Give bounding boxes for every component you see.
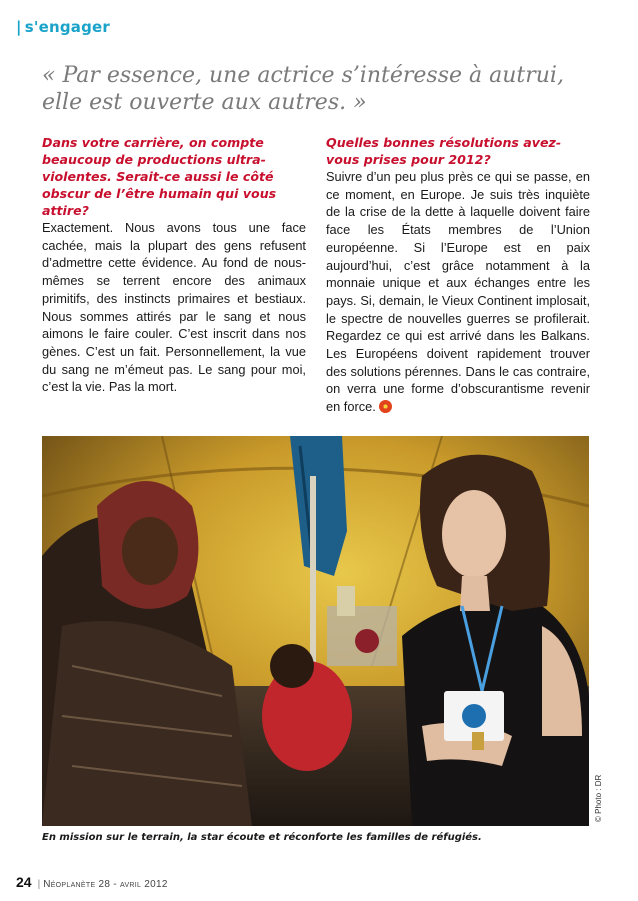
page-number: 24	[16, 874, 32, 890]
photo-caption: En mission sur le terrain, la star écoute et réconforte les familles de réfugiés.	[42, 832, 482, 843]
footer-separator: |	[37, 879, 41, 890]
interview-question: Quelles bonnes résolutions avez-vous prises pour 2012?	[326, 135, 562, 167]
section-title: s'engager	[24, 18, 111, 36]
interview-question: Dans votre carrière, on compte beaucoup de productions ultra-violentes. Serait-ce aussi le côté obscur de l’être humain qui vous attire?	[42, 135, 277, 218]
section-bar: |	[16, 18, 22, 36]
publication-info: Néoplanète 28 - avril 2012	[43, 879, 168, 890]
right-column	[326, 134, 590, 416]
answer-text: Suivre d’un peu plus près ce qui se passe, en ce moment, en Europe. Je suis très inquiète de la crise de la dette à laquelle doivent faire face les États membres de l’Union européenne. Si l’Europe est en paix aujourd’hui, c’est grâce notamment à la monnaie unique et aux échanges entre les pays. Si, demain, le Vieux Continent implosait, le spectre de nouvelles guerres se profilerait. Regardez ce qui est arrivé dans les Balkans. Les Européens doivent rapidement trouver des solutions pérennes. Dans le cas contraire, on verra une forme d’obscurantisme revenir en force.	[326, 169, 590, 415]
section-tag	[16, 18, 110, 36]
interview-answer	[326, 168, 590, 416]
flower-icon	[379, 400, 392, 413]
article-photo	[42, 436, 589, 826]
page-footer	[16, 874, 168, 890]
interview-answer: Exactement. Nous avons tous une face cachée, mais la plupart des gens refusent d’admettre cette évidence. Au fond de nous-mêmes se terrent encore des animaux primitifs, des instincts primaires et bestiaux. Nous sommes attirés par le sang et nous aimons le faire couler. C’est inscrit dans nos gènes. C’est un fait. Personnellement, la vue du sang ne m’émeut pas. Le sang pour moi, c’est la vie. Pas la mort.	[42, 220, 306, 395]
photo-credit: © Photo : DR	[594, 774, 603, 822]
left-column	[42, 134, 306, 396]
pull-quote: « Par essence, une actrice s’intéresse à autrui, elle est ouverte aux autres. »	[42, 63, 564, 115]
